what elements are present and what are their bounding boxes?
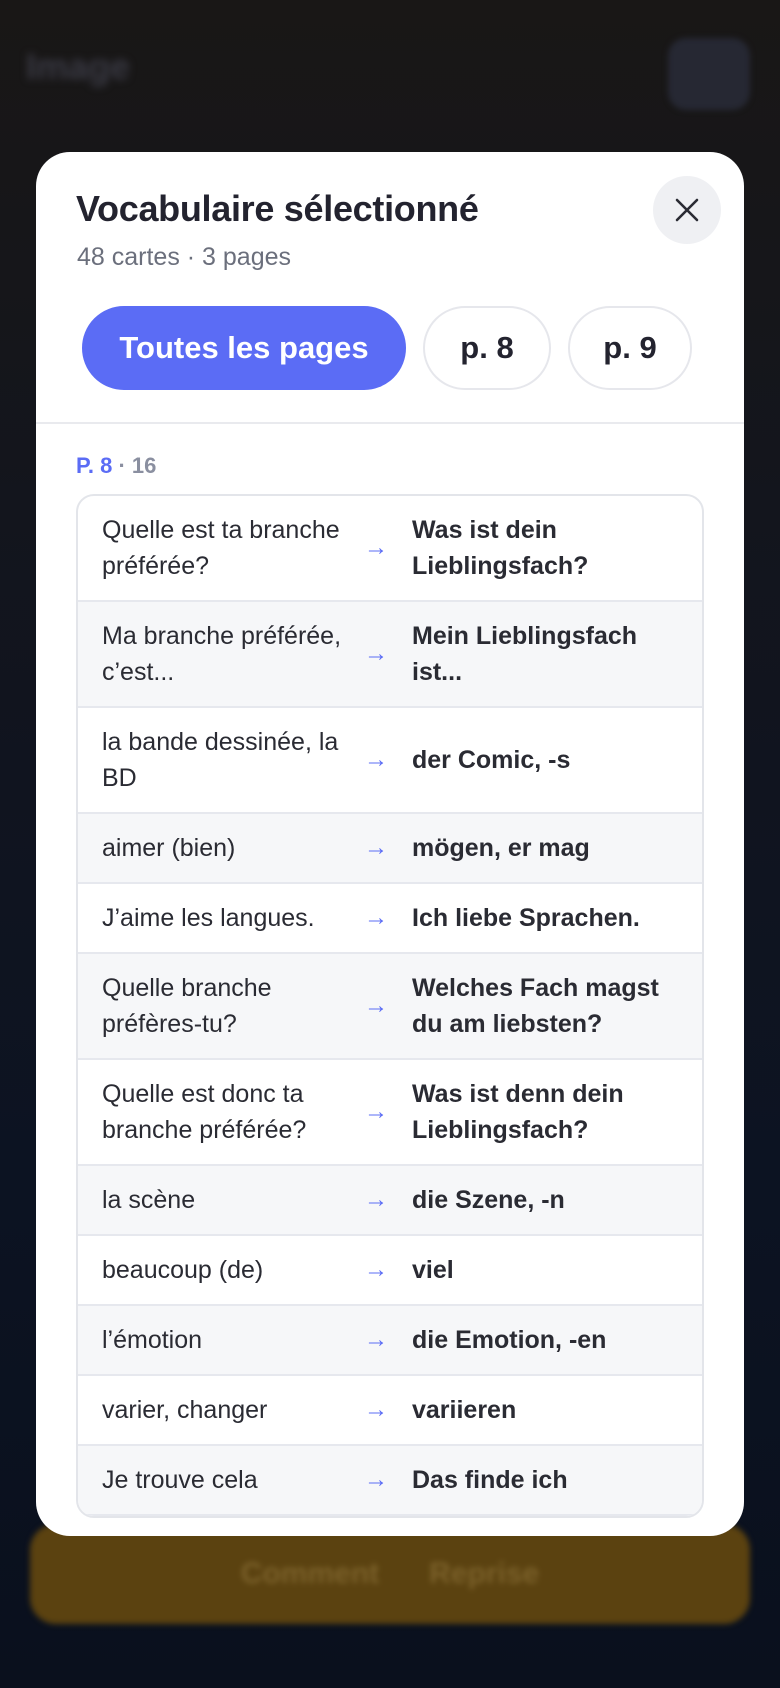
arrow-icon: →	[364, 1098, 388, 1125]
french-term: l’émotion	[102, 1326, 203, 1354]
tab-all-pages[interactable]: Toutes les pages	[82, 306, 406, 390]
arrow-icon: →	[364, 746, 388, 773]
vocab-row	[78, 1376, 702, 1446]
french-term: Quelle est donc ta branche préférée?	[102, 1080, 307, 1144]
french-term: J’aime les langues.	[102, 904, 315, 932]
section-count: · 16	[118, 453, 157, 478]
vocab-row	[78, 954, 702, 1060]
arrow-icon: →	[364, 834, 388, 861]
arrow-icon: →	[364, 904, 388, 931]
vocabulary-modal	[36, 152, 744, 1536]
background-corner-button	[668, 38, 750, 110]
french-term: Quelle est ta branche préférée?	[102, 516, 340, 580]
german-term: Das finde ich	[412, 1466, 568, 1494]
french-term: varier, changer	[102, 1396, 268, 1424]
page-filter-tabs	[82, 306, 692, 390]
vocab-row	[78, 1060, 702, 1166]
vocab-row	[78, 814, 702, 884]
french-term: Ma branche préférée, c’est...	[102, 622, 342, 686]
arrow-icon: →	[364, 1396, 388, 1423]
vocab-row	[78, 602, 702, 708]
background-footer-bar	[30, 1524, 750, 1624]
french-term: Quelle branche préfères-tu?	[102, 974, 272, 1038]
vocab-row	[78, 1446, 702, 1516]
background-title: Image	[26, 46, 131, 87]
close-icon	[674, 197, 700, 223]
tab-page-8[interactable]: p. 8	[423, 306, 551, 390]
section-page: P. 8	[76, 453, 113, 478]
french-term: aimer (bien)	[102, 834, 236, 862]
section-header	[76, 453, 156, 479]
french-term: la bande dessinée, la BD	[102, 728, 339, 792]
arrow-icon: →	[364, 992, 388, 1019]
german-term: viel	[412, 1256, 454, 1284]
modal-subtitle: 48 cartes · 3 pages	[77, 243, 292, 271]
vocab-row	[78, 1306, 702, 1376]
french-term: Je trouve cela	[102, 1466, 258, 1494]
german-term: mögen, er mag	[412, 834, 590, 862]
french-term: la scène	[102, 1186, 196, 1214]
modal-title: Vocabulaire sélectionné	[76, 188, 479, 229]
tab-page-9[interactable]: p. 9	[568, 306, 692, 390]
german-term: variieren	[412, 1396, 517, 1424]
german-term: die Emotion, -en	[412, 1326, 607, 1354]
arrow-icon: →	[364, 1466, 388, 1493]
close-button[interactable]	[653, 176, 721, 244]
german-term: Mein Lieblingsfach ist...	[412, 622, 638, 686]
vocab-row	[78, 884, 702, 954]
background-footer-right: Reprise	[429, 1557, 540, 1590]
german-term: Welches Fach magst du am liebsten?	[412, 974, 659, 1038]
arrow-icon: →	[364, 534, 388, 561]
background-footer-left: Comment	[240, 1557, 380, 1590]
arrow-icon: →	[364, 640, 388, 667]
vocab-row	[78, 708, 702, 814]
german-term: die Szene, -n	[412, 1186, 565, 1214]
german-term: der Comic, -s	[412, 746, 571, 774]
vocabulary-table	[76, 494, 704, 1518]
french-term: beaucoup (de)	[102, 1256, 264, 1284]
arrow-icon: →	[364, 1256, 388, 1283]
vocab-row	[78, 496, 702, 602]
vocab-row	[78, 1236, 702, 1306]
vocab-row	[78, 1166, 702, 1236]
arrow-icon: →	[364, 1186, 388, 1213]
german-term: Was ist denn dein Lieblingsfach?	[412, 1080, 624, 1144]
header-divider	[36, 422, 744, 424]
german-term: Ich liebe Sprachen.	[412, 904, 640, 932]
german-term: Was ist dein Lieblingsfach?	[412, 516, 589, 580]
arrow-icon: →	[364, 1326, 388, 1353]
